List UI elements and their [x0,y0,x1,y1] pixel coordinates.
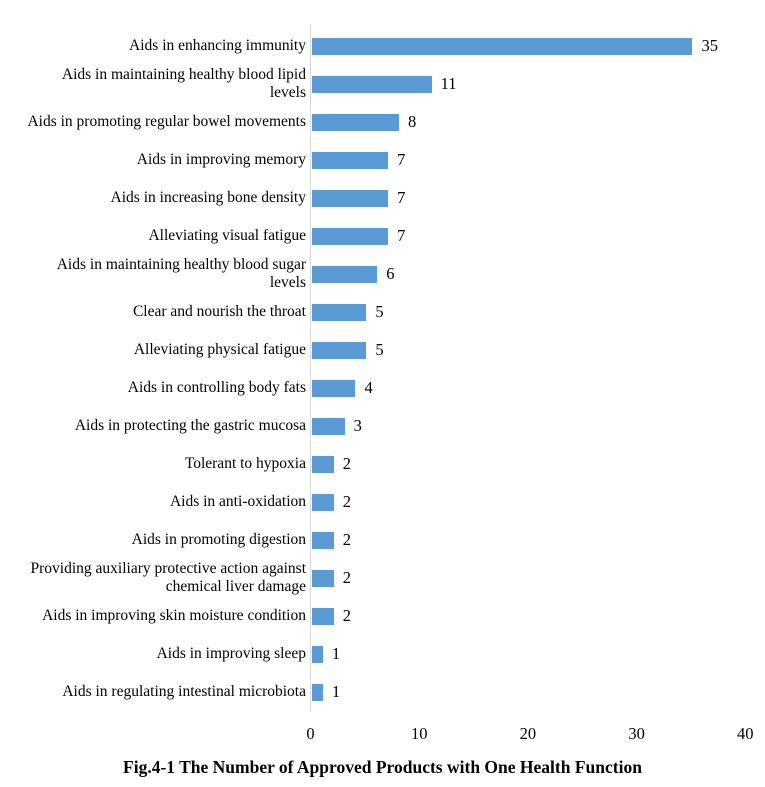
figure-caption: Fig.4-1 The Number of Approved Products with One Health Function [123,757,642,777]
bar [312,380,355,397]
bar [312,494,334,511]
x-axis-tick-label: 0 [306,724,315,743]
bar [312,646,323,663]
value-label: 7 [397,188,406,207]
category-label: Aids in promoting digestion [131,530,306,548]
bar [312,266,377,283]
category-label: Aids in protecting the gastric mucosa [74,416,306,434]
x-axis-tick-label: 30 [628,724,645,743]
bar [312,608,334,625]
value-label: 6 [386,264,395,283]
x-axis-tick-label: 20 [519,724,537,743]
category-label: Clear and nourish the throat [132,302,306,320]
value-label: 2 [342,492,351,511]
bar [312,456,334,473]
value-label: 4 [364,378,373,397]
bar [312,532,334,549]
bar [312,684,323,701]
bar [312,304,366,321]
value-label: 35 [701,36,718,55]
category-label: Aids in improving memory [136,150,306,168]
bar [312,418,345,435]
value-label: 1 [331,682,341,701]
value-label: 7 [397,226,406,245]
value-label: 8 [407,112,417,131]
category-label: Aids in improving skin moisture condition [42,606,306,624]
value-label: 2 [342,606,351,625]
x-axis-tick-label: 10 [410,724,428,743]
category-label: Alleviating physical fatigue [133,340,306,358]
category-label: Aids in controlling body fats [127,378,306,396]
bar [312,190,388,207]
category-label: Aids in regulating intestinal microbiota [62,682,306,700]
bar [312,342,366,359]
category-axis-line [310,25,311,711]
value-label: 3 [353,416,362,435]
value-label: 2 [342,530,351,549]
value-label: 1 [331,644,341,663]
value-label: 2 [342,454,351,473]
value-label: 2 [342,568,351,587]
bar [312,570,334,587]
category-label: Aids in anti-oxidation [169,492,306,510]
bar [312,114,399,131]
category-label: Providing auxiliary protective action against chemical liver damage [30,559,306,595]
category-label: Alleviating visual fatigue [148,226,306,244]
bar [312,152,388,169]
bar [312,76,432,93]
category-label: Aids in enhancing immunity [129,36,306,54]
value-label: 7 [397,150,406,169]
category-label: Aids in improving sleep [156,644,306,662]
value-label: 11 [440,74,457,93]
category-label: Aids in increasing bone density [110,188,306,206]
bar [312,38,692,55]
category-label: Aids in maintaining healthy blood lipid levels [61,65,306,101]
category-label: Aids in maintaining healthy blood sugar levels [56,255,306,291]
category-label: Aids in promoting regular bowel movements [27,112,306,130]
category-label: Tolerant to hypoxia [184,454,306,472]
value-label: 5 [375,302,384,321]
value-label: 5 [375,340,384,359]
x-axis-tick-label: 40 [737,724,754,743]
bar [312,228,388,245]
